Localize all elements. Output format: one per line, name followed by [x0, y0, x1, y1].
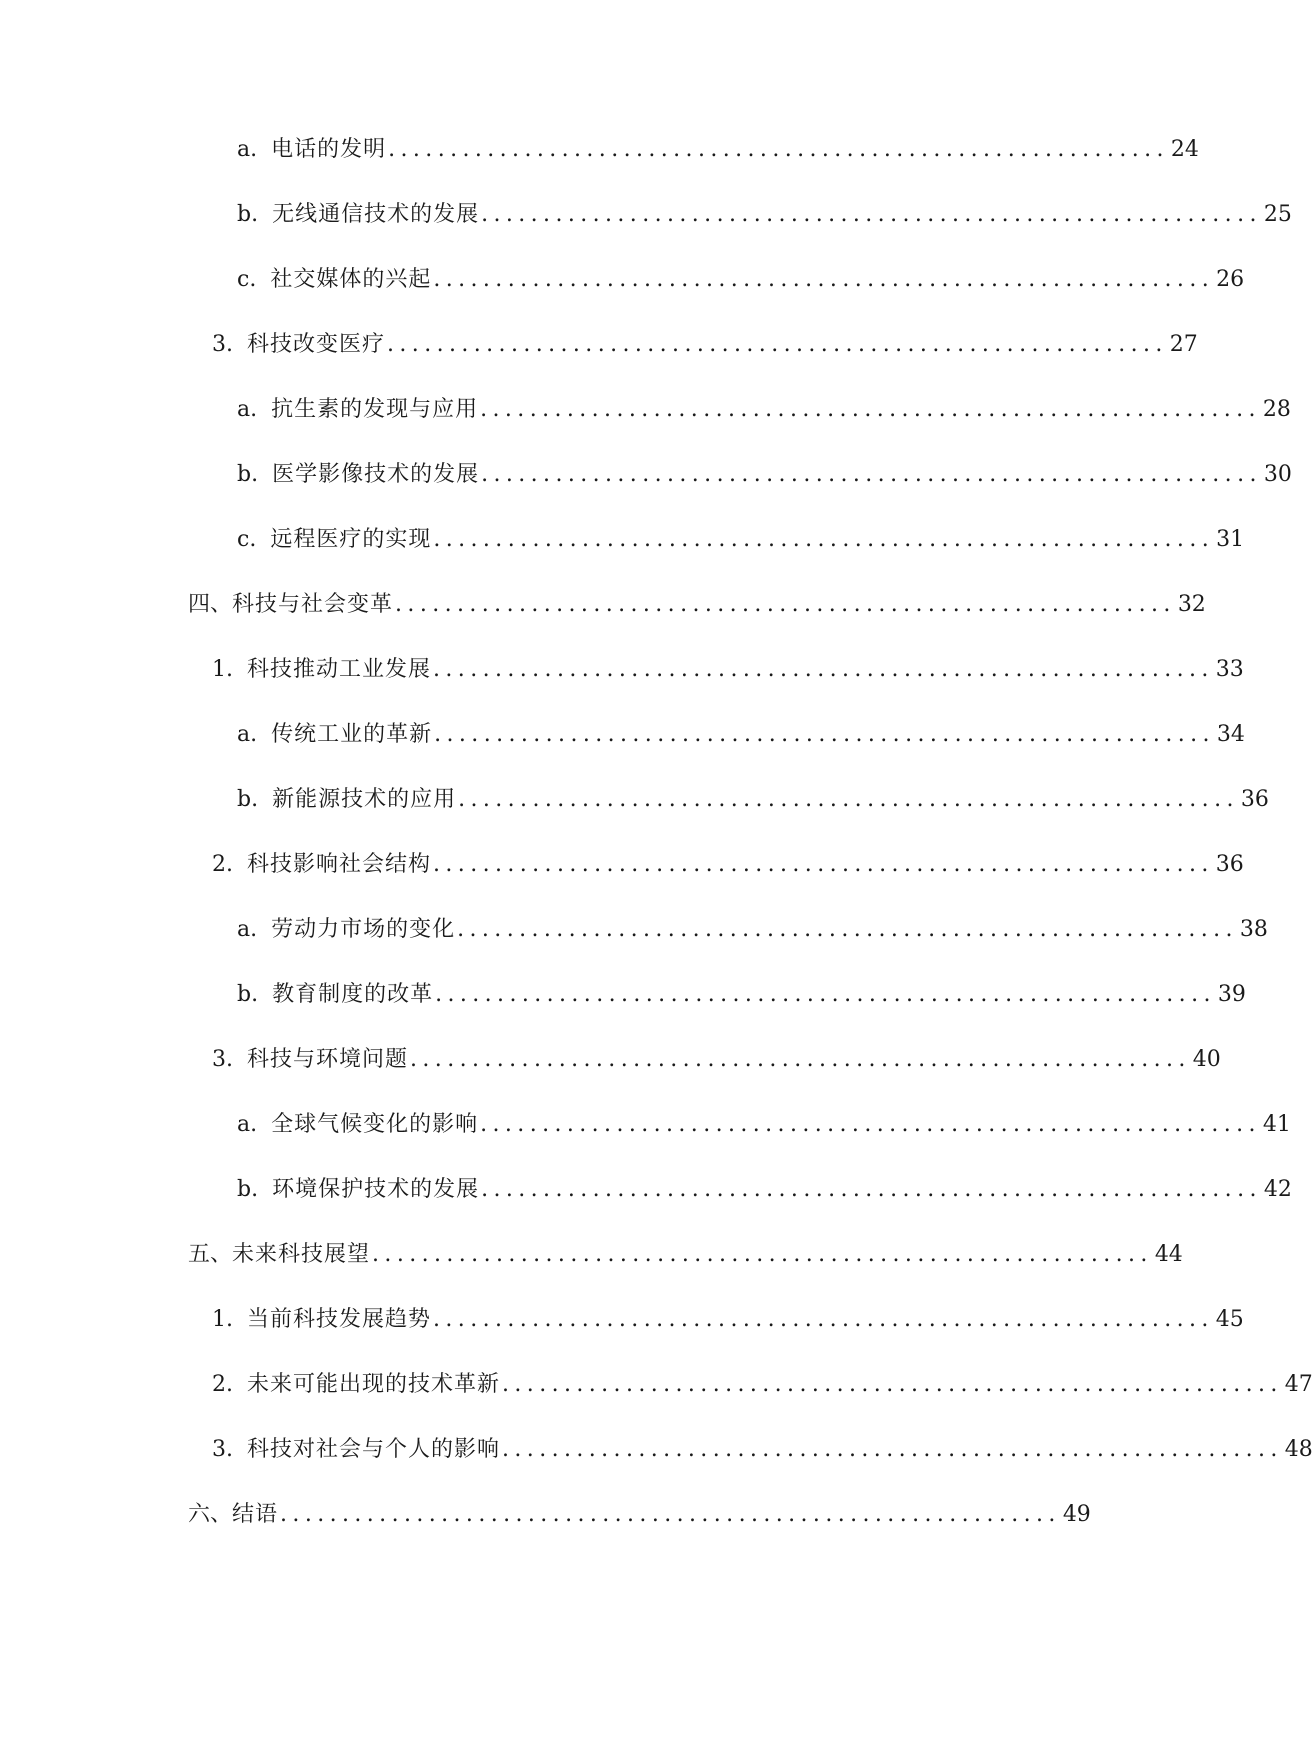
- toc-entry[interactable]: [0, 654, 1244, 719]
- entry-title: 科技与环境问题: [247, 1047, 409, 1072]
- toc-entry[interactable]: [0, 1239, 1241, 1304]
- toc-entry[interactable]: [0, 1044, 1241, 1109]
- entry-number: 2.: [212, 852, 233, 877]
- toc-entry[interactable]: [0, 1499, 1241, 1564]
- entry-title: 社交媒体的兴起: [270, 267, 432, 292]
- toc-entry[interactable]: [0, 329, 1241, 394]
- page-number: 47: [1284, 1372, 1313, 1397]
- entry-title: 传统工业的革新: [271, 722, 433, 747]
- page-number: 48: [1284, 1437, 1313, 1462]
- toc-entry[interactable]: [0, 979, 1246, 1044]
- page-number: 28: [1262, 397, 1291, 422]
- dot-leader: ...............................................................: [433, 852, 1214, 877]
- page-number: 27: [1169, 332, 1198, 357]
- dot-leader: ...............................................................: [433, 657, 1214, 682]
- toc-entry[interactable]: [0, 914, 1268, 979]
- page-number: 30: [1263, 462, 1292, 487]
- toc-entry[interactable]: [0, 849, 1244, 914]
- dot-leader: ...............................................................: [480, 397, 1261, 422]
- toc-entry[interactable]: [0, 1174, 1292, 1239]
- entry-number: a.: [237, 137, 258, 162]
- entry-number: 3.: [212, 1437, 233, 1462]
- dot-leader: ...............................................................: [458, 787, 1239, 812]
- toc-entry[interactable]: [0, 719, 1245, 784]
- entry-title: 医学影像技术的发展: [272, 462, 480, 487]
- page-number: 24: [1170, 137, 1199, 162]
- toc-entry[interactable]: [0, 524, 1245, 589]
- page-number: 26: [1216, 267, 1245, 292]
- toc-entry[interactable]: [0, 1434, 1313, 1499]
- dot-leader: ...............................................................: [372, 1242, 1153, 1267]
- entry-number: c.: [237, 527, 257, 552]
- dot-leader: ...............................................................: [395, 592, 1176, 617]
- page-number: 33: [1215, 657, 1244, 682]
- table-of-contents: [0, 134, 1313, 1564]
- entry-title: 结语: [232, 1502, 279, 1527]
- page-number: 25: [1263, 202, 1292, 227]
- dot-leader: ...............................................................: [435, 982, 1216, 1007]
- entry-number: 2.: [212, 1372, 233, 1397]
- entry-title: 无线通信技术的发展: [272, 202, 480, 227]
- entry-title: 电话的发明: [271, 137, 387, 162]
- entry-title: 未来可能出现的技术革新: [247, 1372, 501, 1397]
- entry-title: 全球气候变化的影响: [271, 1112, 479, 1137]
- dot-leader: ...............................................................: [434, 722, 1215, 747]
- entry-number: a.: [237, 917, 258, 942]
- toc-entry[interactable]: [0, 1369, 1313, 1434]
- entry-number: b.: [237, 1177, 259, 1202]
- entry-title: 远程医疗的实现: [270, 527, 432, 552]
- toc-entry[interactable]: [0, 1304, 1244, 1369]
- dot-leader: ...............................................................: [481, 202, 1262, 227]
- page-number: 34: [1216, 722, 1245, 747]
- dot-leader: ...............................................................: [433, 267, 1215, 292]
- entry-number: c.: [237, 267, 257, 292]
- page-number: 41: [1262, 1112, 1291, 1137]
- page-number: 39: [1217, 982, 1246, 1007]
- entry-title: 科技影响社会结构: [247, 852, 432, 877]
- entry-number: 1.: [212, 657, 233, 682]
- entry-number: b.: [237, 787, 259, 812]
- entry-title: 抗生素的发现与应用: [271, 397, 479, 422]
- entry-title: 科技改变医疗: [247, 332, 386, 357]
- page-number: 42: [1263, 1177, 1292, 1202]
- entry-title: 未来科技展望: [232, 1242, 371, 1267]
- entry-number: a.: [237, 1112, 258, 1137]
- entry-number: 四、: [188, 592, 233, 617]
- entry-title: 科技推动工业发展: [247, 657, 432, 682]
- entry-title: 新能源技术的应用: [272, 787, 457, 812]
- dot-leader: ...............................................................: [433, 527, 1215, 552]
- entry-title: 当前科技发展趋势: [247, 1307, 432, 1332]
- dot-leader: ...............................................................: [481, 1177, 1262, 1202]
- toc-entry[interactable]: [0, 784, 1269, 849]
- entry-number: 3.: [212, 332, 233, 357]
- entry-number: 1.: [212, 1307, 233, 1332]
- entry-title: 劳动力市场的变化: [271, 917, 456, 942]
- dot-leader: ...............................................................: [280, 1502, 1061, 1527]
- entry-number: b.: [237, 462, 259, 487]
- entry-number: b.: [237, 202, 259, 227]
- toc-entry[interactable]: [0, 394, 1291, 459]
- page-number: 49: [1062, 1502, 1091, 1527]
- page-number: 36: [1215, 852, 1244, 877]
- dot-leader: ...............................................................: [502, 1372, 1283, 1397]
- entry-number: 六、: [188, 1502, 233, 1527]
- dot-leader: ...............................................................: [502, 1437, 1283, 1462]
- dot-leader: ...............................................................: [457, 917, 1238, 942]
- toc-entry[interactable]: [0, 1109, 1291, 1174]
- toc-entry[interactable]: [0, 459, 1292, 524]
- entry-number: a.: [237, 397, 258, 422]
- dot-leader: ...............................................................: [480, 1112, 1261, 1137]
- toc-entry[interactable]: [0, 264, 1245, 329]
- dot-leader: ...............................................................: [481, 462, 1262, 487]
- dot-leader: ...............................................................: [410, 1047, 1191, 1072]
- page-number: 38: [1239, 917, 1268, 942]
- entry-number: a.: [237, 722, 258, 747]
- toc-entry[interactable]: [0, 134, 1241, 199]
- page-number: 44: [1154, 1242, 1183, 1267]
- page-number: 45: [1215, 1307, 1244, 1332]
- entry-number: 3.: [212, 1047, 233, 1072]
- toc-entry[interactable]: [0, 199, 1292, 264]
- page-number: 36: [1240, 787, 1269, 812]
- entry-title: 科技对社会与个人的影响: [247, 1437, 501, 1462]
- entry-number: b.: [237, 982, 259, 1007]
- toc-entry[interactable]: [0, 589, 1241, 654]
- dot-leader: ...............................................................: [387, 332, 1168, 357]
- entry-title: 环境保护技术的发展: [272, 1177, 480, 1202]
- page-number: 32: [1177, 592, 1206, 617]
- entry-number: 五、: [188, 1242, 233, 1267]
- dot-leader: ...............................................................: [388, 137, 1169, 162]
- entry-title: 科技与社会变革: [232, 592, 394, 617]
- entry-title: 教育制度的改革: [272, 982, 434, 1007]
- page-number: 31: [1216, 527, 1245, 552]
- page-number: 40: [1192, 1047, 1221, 1072]
- dot-leader: ...............................................................: [433, 1307, 1214, 1332]
